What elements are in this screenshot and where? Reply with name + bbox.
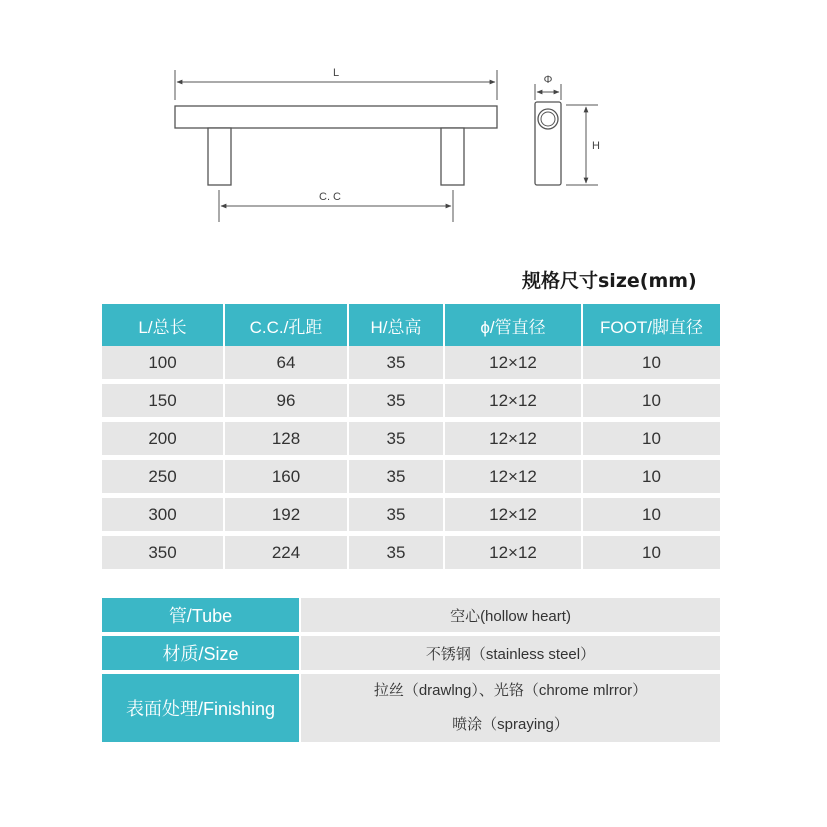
handle-bar [175,106,497,128]
size-table-header [102,304,720,346]
size-table [102,304,720,574]
cell-center-distance: 96 [225,384,349,422]
diameter-dimension [535,84,561,100]
table-row [102,346,720,384]
height-label: H [592,140,600,152]
cell-foot-diameter: 10 [583,460,720,498]
cell-center-distance: 224 [225,536,349,574]
center-distance-label: C. C [319,191,341,203]
cell-tube-diameter: 12×12 [445,498,583,536]
cell-length: 250 [102,460,225,498]
finishing-option-spraying: 喷涂（spraying） [452,716,569,733]
cell-length: 350 [102,536,225,574]
cell-center-distance: 160 [225,460,349,498]
cell-tube-diameter: 12×12 [445,422,583,460]
handle-dimension-drawing [0,0,827,240]
cell-height: 35 [349,346,445,384]
cell-foot-diameter: 10 [583,498,720,536]
cell-tube-diameter: 12×12 [445,460,583,498]
cell-foot-diameter: 10 [583,422,720,460]
handle-leg-right [441,128,464,185]
finishing-row [102,674,720,746]
header-foot-diameter: FOOT/脚直径 [583,304,720,346]
cell-tube-diameter: 12×12 [445,384,583,422]
side-view [535,102,561,185]
header-height: H/总高 [349,304,445,346]
material-row [102,636,720,674]
cell-length: 150 [102,384,225,422]
tube-label: 管/Tube [102,598,301,636]
cell-height: 35 [349,422,445,460]
cell-height: 35 [349,384,445,422]
cell-tube-diameter: 12×12 [445,346,583,384]
material-table [102,598,720,746]
cell-height: 35 [349,460,445,498]
cell-foot-diameter: 10 [583,384,720,422]
cell-height: 35 [349,536,445,574]
front-view [175,106,497,185]
cell-center-distance: 128 [225,422,349,460]
cell-foot-diameter: 10 [583,346,720,384]
table-row [102,384,720,422]
table-row [102,536,720,574]
handle-leg-left [208,128,231,185]
finishing-value [301,674,720,746]
tube-row [102,598,720,636]
finishing-label: 表面处理/Finishing [102,674,301,746]
header-tube-diameter: ϕ/管直径 [445,304,583,346]
cell-length: 100 [102,346,225,384]
diameter-label: Φ [543,74,553,86]
spec-heading: 规格尺寸size(mm) [522,270,697,292]
length-label: L [332,67,340,79]
table-row [102,460,720,498]
header-center-distance: C.C./孔距 [225,304,349,346]
header-length: L/总长 [102,304,225,346]
tube-value: 空心(hollow heart) [301,598,720,636]
material-label: 材质/Size [102,636,301,674]
cell-length: 300 [102,498,225,536]
cell-foot-diameter: 10 [583,536,720,574]
cell-length: 200 [102,422,225,460]
cell-center-distance: 192 [225,498,349,536]
material-value: 不锈钢（stainless steel） [301,636,720,674]
cell-height: 35 [349,498,445,536]
cell-center-distance: 64 [225,346,349,384]
cell-tube-diameter: 12×12 [445,536,583,574]
finishing-option-drawing-chrome: 拉丝（drawlng）、光铬（chrome mlrror） [373,682,648,699]
table-row [102,422,720,460]
table-row [102,498,720,536]
